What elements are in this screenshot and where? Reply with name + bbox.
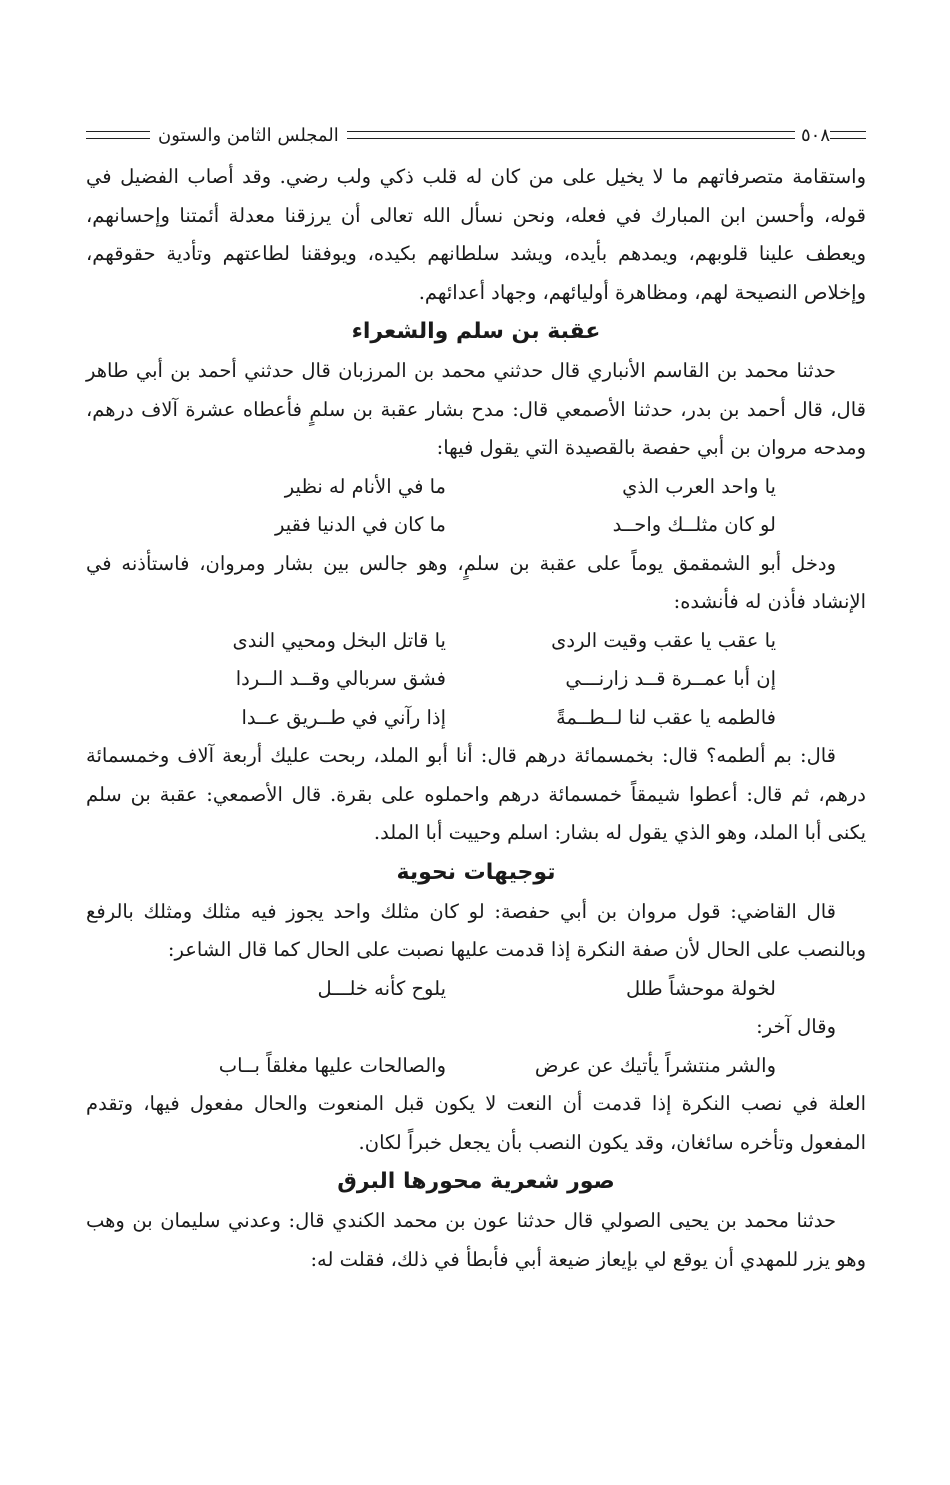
verse-first-hemistich: يا واحد العرب الذي [622,474,776,498]
verse-line [86,699,866,738]
poem [86,622,866,738]
verse-line [86,660,866,699]
header-rule [347,131,795,139]
paragraph: حدثنا محمد بن يحيى الصولي قال حدثنا عون بن محمد الكندي قال: وعدني سليمان بن وهب وهو يزر للمهدي أن يوقع لي بإيعاز ضيعة أبي فأبطأ في ذلك، فقلت له: [86,1209,866,1271]
poem [86,1047,866,1086]
paragraph: العلة في نصب النكرة إذا قدمت أن النعت لا يكون قبل المنعوت والحال مفعول فيها، وتقدم المفعول وتأخره سائغان، وقد يكون النصب بأن يجعل خبراً لكان. [86,1092,866,1154]
verse-second-hemistich: يلوح كأنه خلـــل [317,976,446,1000]
book-page [86,118,866,1279]
running-header [86,118,866,152]
paragraph: قال القاضي: قول مروان بن أبي حفصة: لو كان مثلك واحد يجوز فيه مثلك ومثلك بالرفع وبالنصب على الحال لأن صفة النكرة إذا قدمت عليها نصبت على الحال كما قال الشاعر: [86,899,866,961]
verse-second-hemistich: فشق سربالي وقــد الــردا [235,667,446,690]
verse-intro: وقال آخر: [756,1015,836,1038]
verse-line [86,468,866,507]
paragraph: واستقامة متصرفاتهم ما لا يخيل على من كان له قلب ذكي ولب رضي. وقد أصاب الفضيل في قوله، وأحسن ابن المبارك في فعله، ونحن نسأل الله تعالى أن يرزقنا معدلة أئمتنا وإحسانهم، ويعطف علينا قلوبهم، ويمدهم بأيده، ويشد سلطانهم بكيده، ويوفقنا لطاعتهم وتأدية حقوقهم، وإخلاص النصيحة لهم، ومظاهرة أوليائهم، وجهاد أعدائهم. [86,165,867,304]
paragraph: حدثنا محمد بن القاسم الأنباري قال حدثني محمد بن المرزبان قال حدثني أحمد بن أبي طاهر قال، قال أحمد بن بدر، حدثنا الأصمعي قال: مدح بشار عقبة بن سلمٍ فأعطاه عشرة آلاف درهم، ومدحه مروان بن أبي حفصة بالقصيدة التي يقول فيها: [86,359,866,459]
verse-first-hemistich: يا عقب يا عقب وقيت الردى [551,628,776,652]
verse-first-hemistich: فالطمه يا عقب لنا لــطــمةً [555,705,776,729]
verse-first-hemistich: والشر منتشراً يأتيك عن عرض [534,1053,776,1077]
paragraph: ودخل أبو الشمقمق يوماً على عقبة بن سلمٍ، وهو جالس بين بشار ومروان، فاستأذنه في الإنشاد فأذن له فأنشده: [86,551,866,613]
verse-second-hemistich: يا قاتل البخل ومحيي الندى [232,628,446,652]
section-heading: عقبة بن سلم والشعراء [351,319,601,344]
chapter-title: المجلس الثامن والستون [158,124,339,146]
verse-first-hemistich: لو كان مثلــك واحــد [612,513,776,536]
header-rule [86,131,150,139]
section-heading: صور شعرية محورها البرق [337,1169,615,1194]
verse-line [86,622,866,661]
page-number: ٥٠٨ [800,124,830,146]
poem [86,468,866,545]
header-rule [830,131,866,139]
section-heading: توجيهات نحوية [396,859,556,885]
verse-second-hemistich: إذا رآني في طــريق عــدا [241,705,446,729]
verse-line [86,1047,866,1086]
verse-second-hemistich: ما كان في الدنيا فقير [275,513,446,536]
verse-first-hemistich: إن أبا عمــرة قــد زارنـــي [565,667,776,690]
verse-line [86,970,866,1009]
paragraph: قال: بم ألطمه؟ قال: بخمسمائة درهم قال: أنا أبو الملد، ربحت عليك أربعة آلاف وخمسمائة درهم، ثم قال: أعطوا شيمقاً خمسمائة درهم واحملوه على بقرة. قال الأصمعي: عقبة بن سلم يكنى أبا الملد، وهو الذي يقول له بشار: اسلم وحييت أبا الملد. [86,744,866,844]
poem [86,970,866,1009]
verse-line [86,506,866,545]
verse-second-hemistich: ما في الأنام له نظير [284,474,446,498]
verse-first-hemistich: لخولة موحشاً طلل [625,976,776,1000]
verse-second-hemistich: والصالحات عليها مغلقاً بــاب [218,1053,446,1077]
